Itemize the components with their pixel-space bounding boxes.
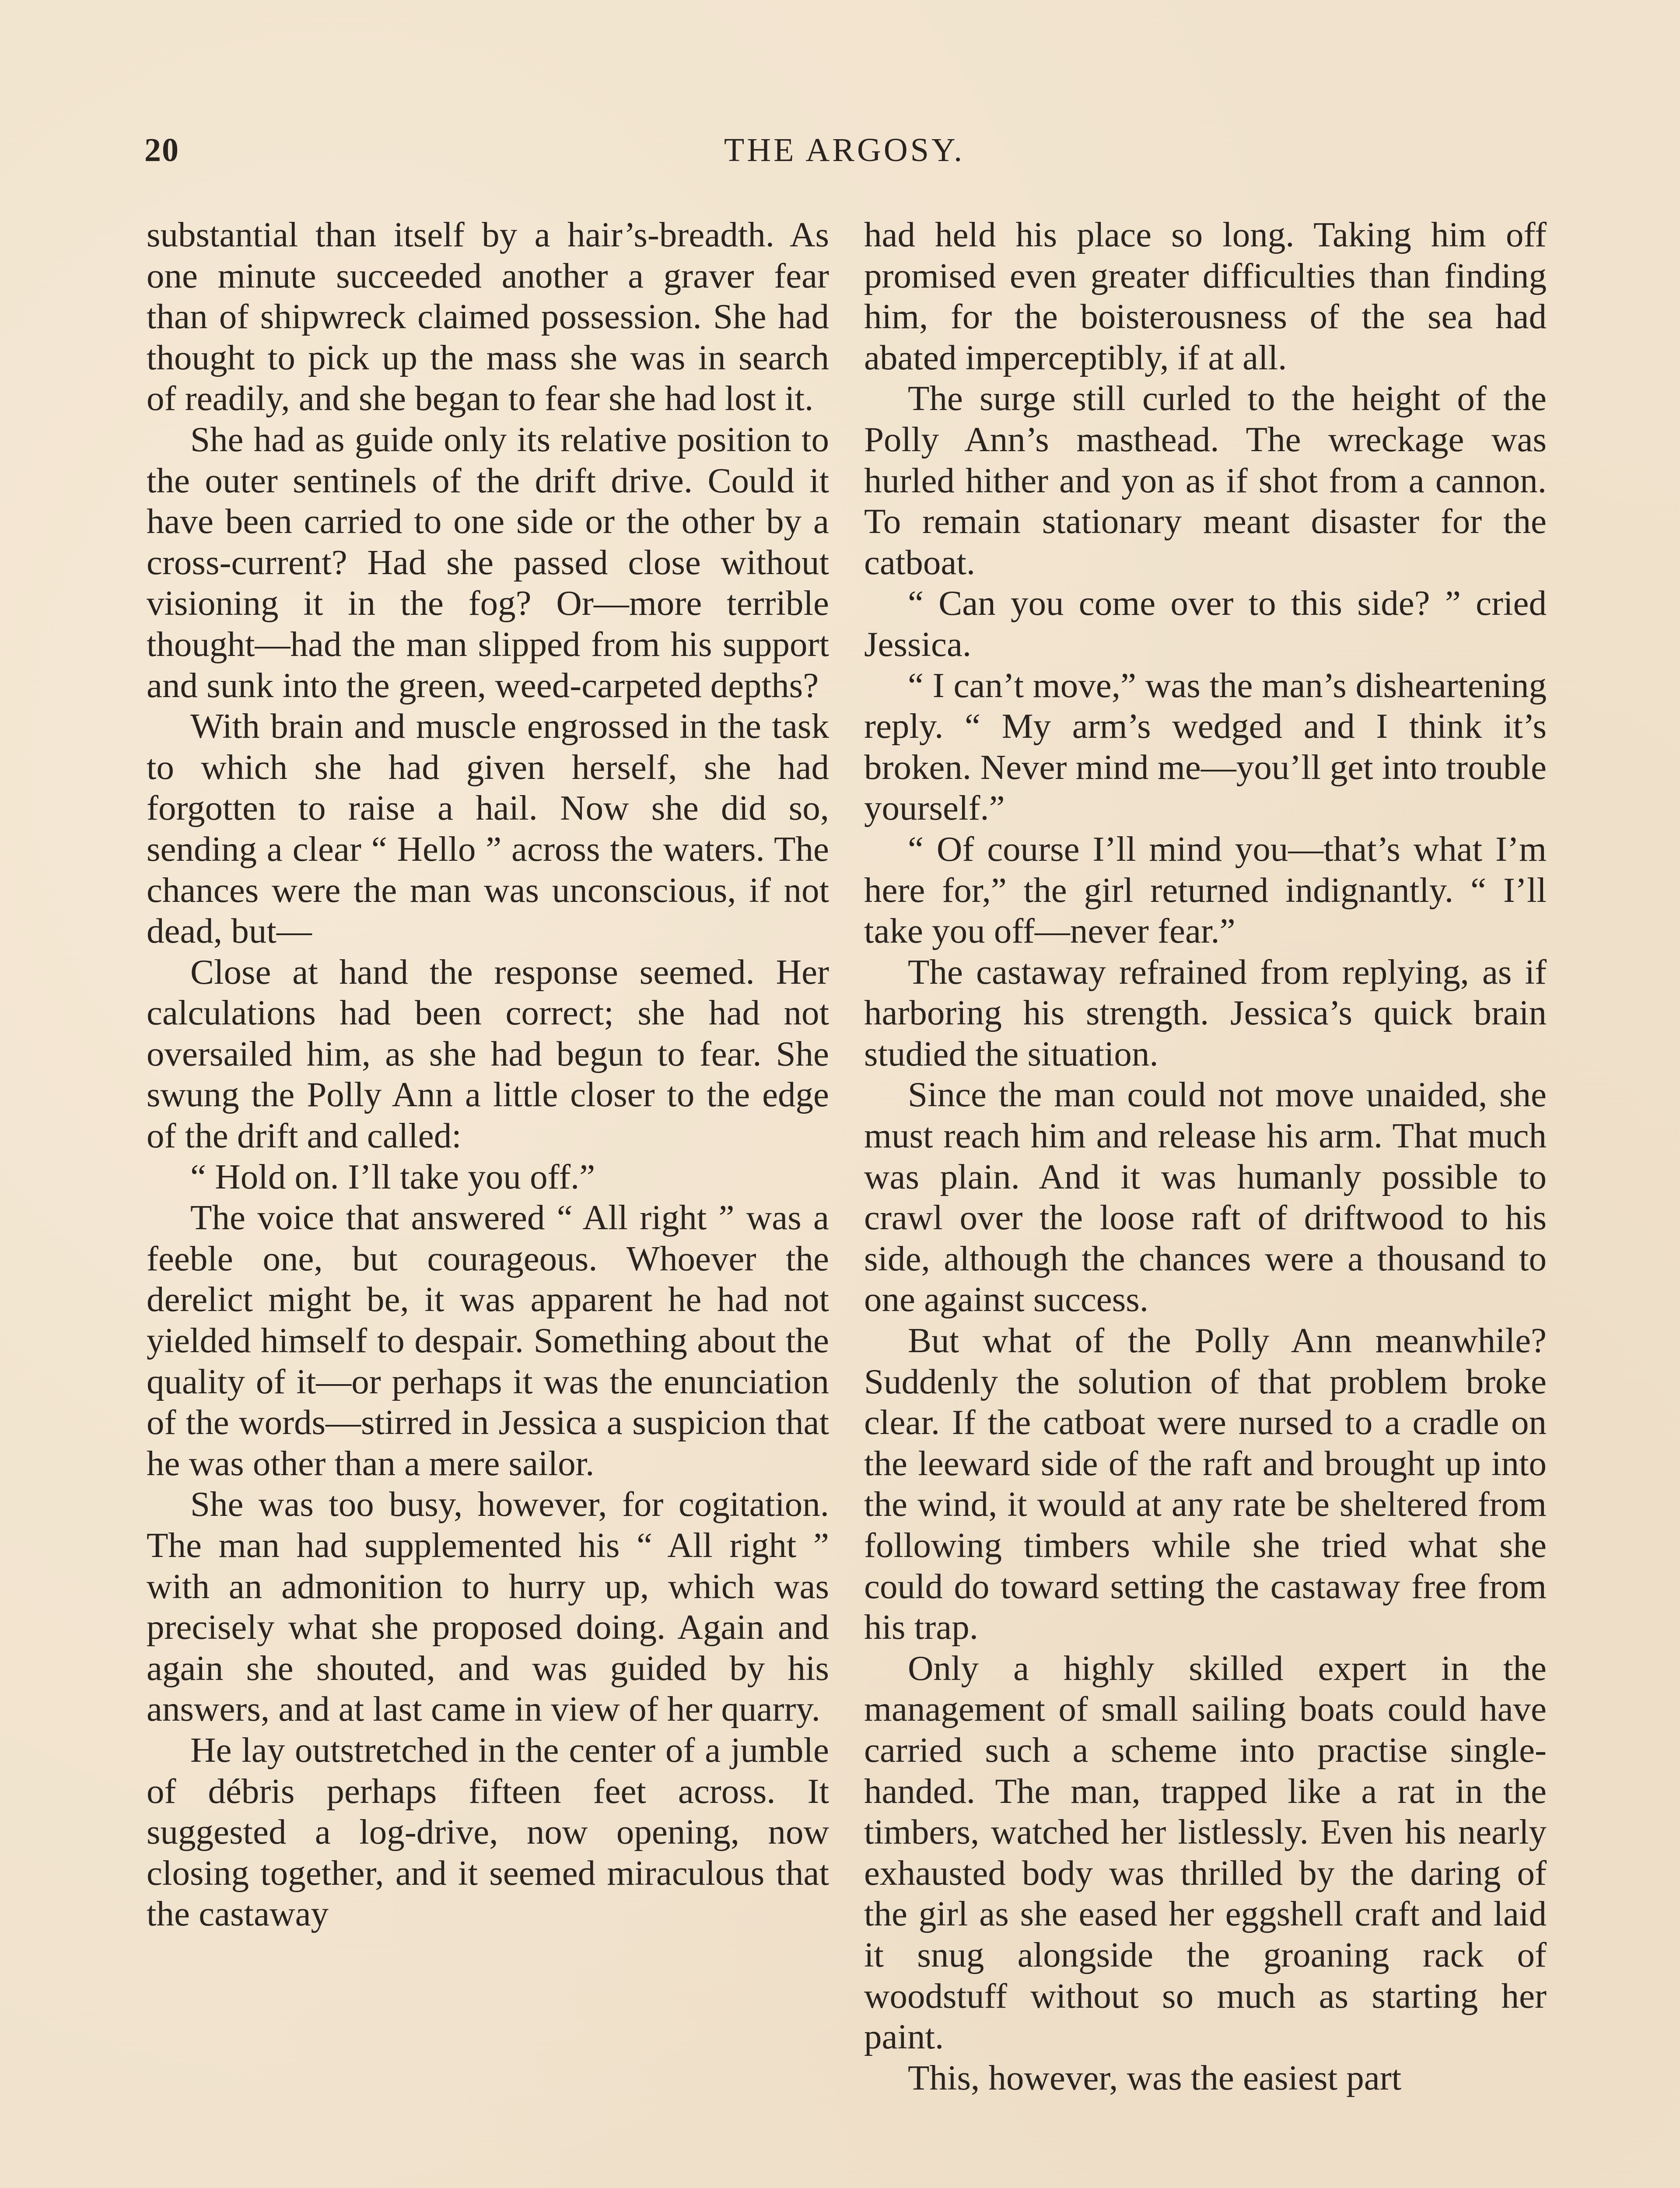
paragraph: With brain and muscle engrossed in the task to which she had given herself, she had forgotten to raise a hail. Now she did so, sending a clear “ Hello ” across the waters. The chances were the man was unconscious, if not dead, but— <box>147 706 829 951</box>
paragraph: He lay outstretched in the center of a jumble of débris perhaps fifteen feet across. It suggested a log-drive, now opening, now closing together, and it seemed miraculous that the castaway <box>147 1730 829 1934</box>
paragraph: “ I can’t move,” was the man’s disheartening reply. “ My arm’s wedged and I think it’s broken. Never mind me—you’ll get into trouble yourself.” <box>864 665 1547 828</box>
running-head: THE ARGOSY. <box>724 132 965 168</box>
left-column <box>147 214 829 1935</box>
paragraph: But what of the Polly Ann meanwhile? Suddenly the solution of that problem broke clear. If the catboat were nursed to a cradle on the leeward side of the raft and brought up into the wind, it would at any rate be sheltered from following timbers while she tried what she could do toward setting the castaway free from his trap. <box>864 1321 1547 1647</box>
paragraph: substantial than itself by a hair’s-breadth. As one minute succeeded another a graver fear than of shipwreck claimed possession. She had thought to pick up the mass she was in search of readily, and she began to fear she had lost it. <box>147 215 829 418</box>
paragraph: This, however, was the easiest part <box>908 2058 1402 2097</box>
right-column <box>864 214 1547 2098</box>
paragraph: The voice that answered “ All right ” was a feeble one, but courageous. Whoever the derelict might be, it was apparent he had not yielded himself to despair. Something about the quality of it—or perhaps it was the enunciation of the words—stirred in Jessica a suspicion that he was other than a mere sailor. <box>147 1198 829 1483</box>
paragraph: Close at hand the response seemed. Her calculations had been correct; she had not oversailed him, as she had begun to fear. She swung the Polly Ann a little closer to the edge of the drift and called: <box>147 952 829 1156</box>
page-number: 20 <box>144 132 179 168</box>
paragraph: had held his place so long. Taking him off promised even greater difficulties than finding him, for the boisterousness of the sea had abated imperceptibly, if at all. <box>864 215 1547 377</box>
paragraph: “ Can you come over to this side? ” cried Jessica. <box>864 583 1547 664</box>
paragraph: The surge still curled to the height of the Polly Ann’s masthead. The wreckage was hurled hither and yon as if shot from a cannon. To remain stationary meant disaster for the catboat. <box>864 379 1547 582</box>
paragraph: “ Of course I’ll mind you—that’s what I’m here for,” the girl returned indignantly. “ I’ll take you off—never fear.” <box>864 829 1547 951</box>
page-header <box>144 131 1544 184</box>
paragraph: She had as guide only its relative position to the outer sentinels of the drift drive. Could it have been carried to one side or the other by a cross-current? Had she passed close without visioning it in the fog? Or—more terrible thought—had the man slipped from his support and sunk into the green, weed-carpeted depths? <box>147 419 829 705</box>
paragraph: Only a highly skilled expert in the management of small sailing boats could have carried such a scheme into practise single-handed. The man, trapped like a rat in the timbers, watched her listlessly. Even his nearly exhausted body was thrilled by the daring of the girl as she eased her eggshell craft and laid it snug alongside the groaning rack of woodstuff without so much as starting her paint. <box>864 1648 1547 2057</box>
paragraph: She was too busy, however, for cogitation. The man had supplemented his “ All right ” with an admonition to hurry up, which was precisely what she proposed doing. Again and again she shouted, and was guided by his answers, and at last came in view of her quarry. <box>147 1484 829 1729</box>
paragraph: The castaway refrained from replying, as if harboring his strength. Jessica’s quick brain studied the situation. <box>864 952 1547 1073</box>
paragraph: Since the man could not move unaided, she must reach him and release his arm. That much was plain. And it was humanly possible to crawl over the loose raft of driftwood to his side, although the chances were a thousand to one against success. <box>864 1075 1547 1319</box>
paragraph: “ Hold on. I’ll take you off.” <box>190 1157 595 1196</box>
